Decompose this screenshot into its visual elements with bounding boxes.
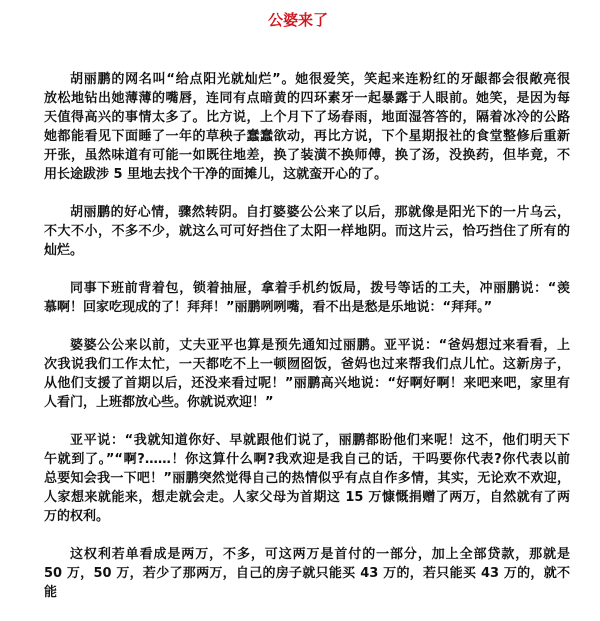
paragraph-1 xyxy=(44,70,570,184)
text-line: 胡丽鹏的网名叫“给点阳光就灿烂”。她很爱笑，笑起来连粉红的牙龈都会很敞亮很 xyxy=(70,72,570,87)
text-line: 从他们支援了首期以后，还没来看过呢！”丽鹏高兴地说：“好啊好啊！来吧来吧，家里有 xyxy=(44,376,570,391)
text-line: 放松地钻出她薄薄的嘴唇，连同有点暗黄的四环素牙一起暴露于人眼前。她笑，是因为每 xyxy=(44,91,570,106)
paragraph-5 xyxy=(44,431,570,526)
paragraph-6 xyxy=(44,545,570,602)
text-line: 灿烂。 xyxy=(44,243,84,258)
text-line: 不大不小，不多不少，就这么可可好挡住了太阳一样地阴。而这片云，恰巧挡住了所有的 xyxy=(44,224,570,239)
text-line: 亚平说：“我就知道你好、早就跟他们说了，丽鹏都盼他们来呢！这不，他们明天下 xyxy=(70,433,570,448)
text-line: 这权利若单看成是两万，不多，可这两万是首付的一部分，加上全部贷款，那就是 xyxy=(70,547,570,562)
document-body xyxy=(44,70,570,621)
text-line: 用长途跋涉 5 里地去找个干净的面摊儿，这就蛮开心的了。 xyxy=(44,167,388,182)
paragraph-2 xyxy=(44,203,570,260)
paragraph-4 xyxy=(44,336,570,412)
text-line: 午就到了。”“啊?……！你这算什么啊?我欢迎是我自己的话，干吗要你代表?你代表以前 xyxy=(44,452,570,467)
paragraph-3 xyxy=(44,279,570,317)
text-line: 50 万，50 万，若少了那两万，自己的房子就只能买 43 万的，若只能买 43 万的，就不能 xyxy=(44,566,570,600)
text-line: 同事下班前背着包，锁着抽屉，拿着手机约饭局，拨号等话的工夫，冲丽鹏说：“羡 xyxy=(70,281,570,296)
text-line: 慕啊！回家吃现成的了！拜拜！”丽鹏咧咧嘴，看不出是愁是乐地说：“拜拜。” xyxy=(44,300,493,315)
text-line: 万的权利。 xyxy=(44,509,110,524)
text-line: 人家想来就能来，想走就会走。人家父母为首期这 15 万慷慨捐赠了两万，自然就有了两 xyxy=(44,490,570,505)
text-line: 胡丽鹏的好心情，骤然转阴。自打婆婆公公来了以后，那就像是阳光下的一片乌云， xyxy=(70,205,570,220)
text-line: 开张，虽然味道有可能一如既往地差，换了装潢不换师傅，换了汤，没换药，但毕竟，不 xyxy=(44,148,570,163)
text-line: 天值得高兴的事情太多了。比方说，上个月下了场春雨，地面湿答答的，隔着冰冷的公路 xyxy=(44,110,570,125)
text-line: 人看门，上班都放心些。你就说欢迎！” xyxy=(44,395,274,410)
text-line: 次我说我们工作太忙，一天都吃不上一顿囫囵饭，爸妈也过来帮我们点儿忙。这新房子， xyxy=(44,357,570,372)
document-title: 公婆来了 xyxy=(267,11,328,29)
text-line: 婆婆公公来以前，丈夫亚平也算是预先通知过丽鹏。亚平说：“爸妈想过来看看，上 xyxy=(70,338,570,353)
text-line: 她都能看见下面睡了一年的草秧子蠢蠢欲动，再比方说，下个星期报社的食堂整修后重新 xyxy=(44,129,570,144)
text-line: 总要知会我一下吧！”丽鹏突然觉得自己的热情似乎有点自作多情，其实，无论欢不欢迎， xyxy=(44,471,570,486)
